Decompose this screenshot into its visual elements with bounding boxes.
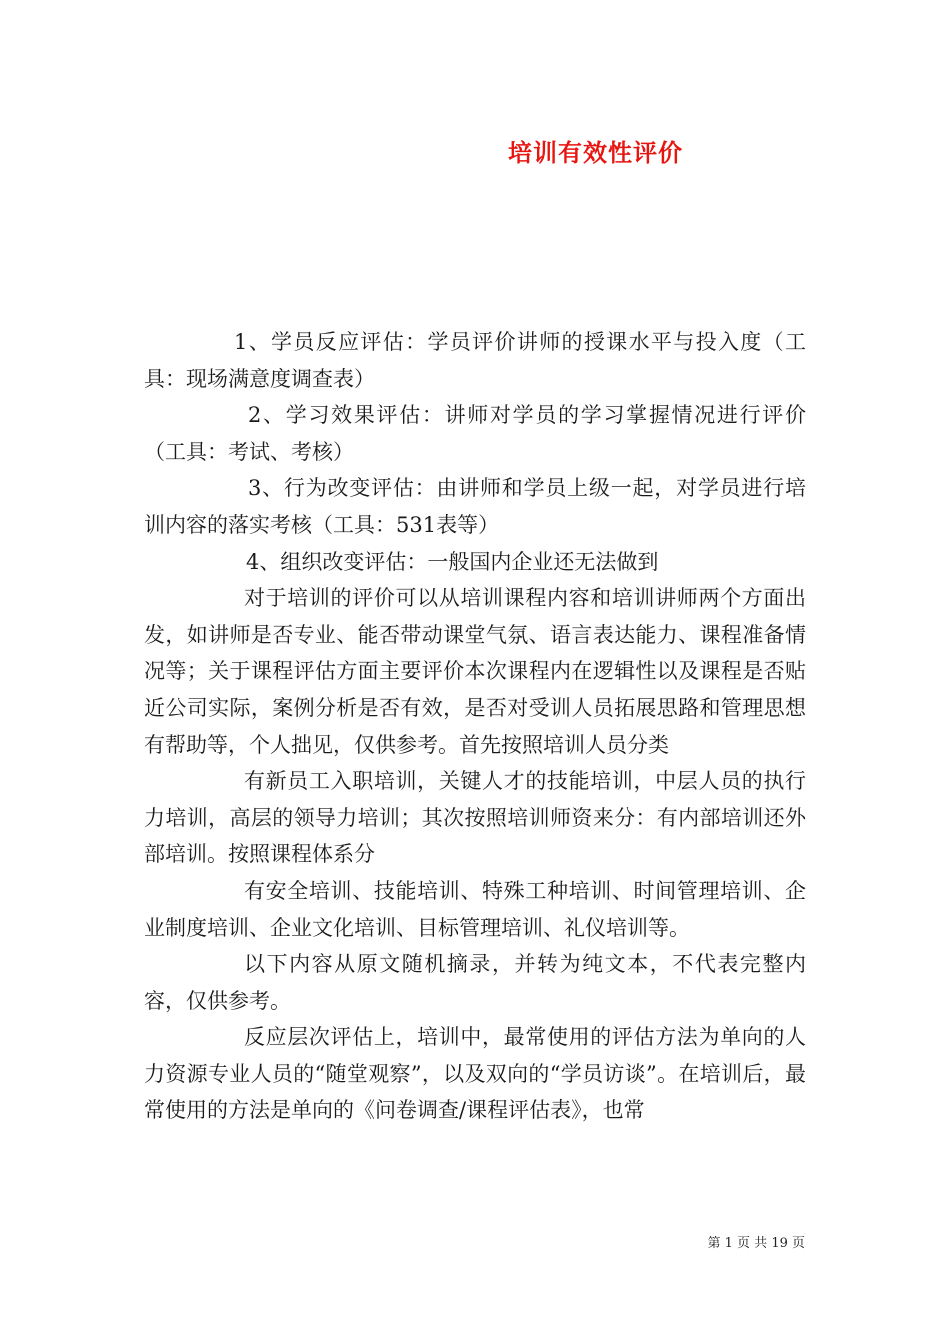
paragraph-9: 反应层次评估上，培训中，最常使用的评估方法为单向的人力资源专业人员的“随堂观察”，以及双向的“学员访谈”。在培训后，最常使用的方法是单向的《问卷调查/课程评估表》，也常 (144, 1025, 806, 1123)
paragraph-2: 2、学习效果评估：讲师对学员的学习掌握情况进行评价（工具：考试、考核） (144, 403, 806, 464)
paragraph-3: 3、行为改变评估：由讲师和学员上级一起，对学员进行培训内容的落实考核（工具：531表等） (144, 476, 806, 537)
paragraph-4: 4、组织改变评估：一般国内企业还无法做到 (246, 549, 659, 574)
paragraph-1: 1、学员反应评估：学员评价讲师的授课水平与投入度（工具：现场满意度调查表） (144, 330, 806, 391)
paragraph-6: 有新员工入职培训，关键人才的技能培训，中层人员的执行力培训，高层的领导力培训；其次按照培训师资来分：有内部培训还外部培训。按照课程体系分 (144, 769, 806, 867)
document-title: 培训有效性评价 (508, 138, 683, 167)
page-number-footer: 第 1 页 共 19 页 (707, 1236, 805, 1251)
paragraph-8: 以下内容从原文随机摘录，并转为纯文本，不代表完整内容，仅供参考。 (144, 952, 806, 1013)
paragraph-7: 有安全培训、技能培训、特殊工种培训、时间管理培训、企业制度培训、企业文化培训、目标管理培训、礼仪培训等。 (144, 878, 806, 940)
paragraph-5: 对于培训的评价可以从培训课程内容和培训讲师两个方面出发，如讲师是否专业、能否带动课堂气氛、语言表达能力、课程准备情况等；关于课程评估方面主要评价本次课程内在逻辑性以及课程是否贴近公司实际，案例分析是否有效，是否对受训人员拓展思路和管理思想有帮助等，个人拙见，仅供参考。首先按照培训人员分类 (144, 586, 806, 757)
document-body (144, 324, 806, 1129)
